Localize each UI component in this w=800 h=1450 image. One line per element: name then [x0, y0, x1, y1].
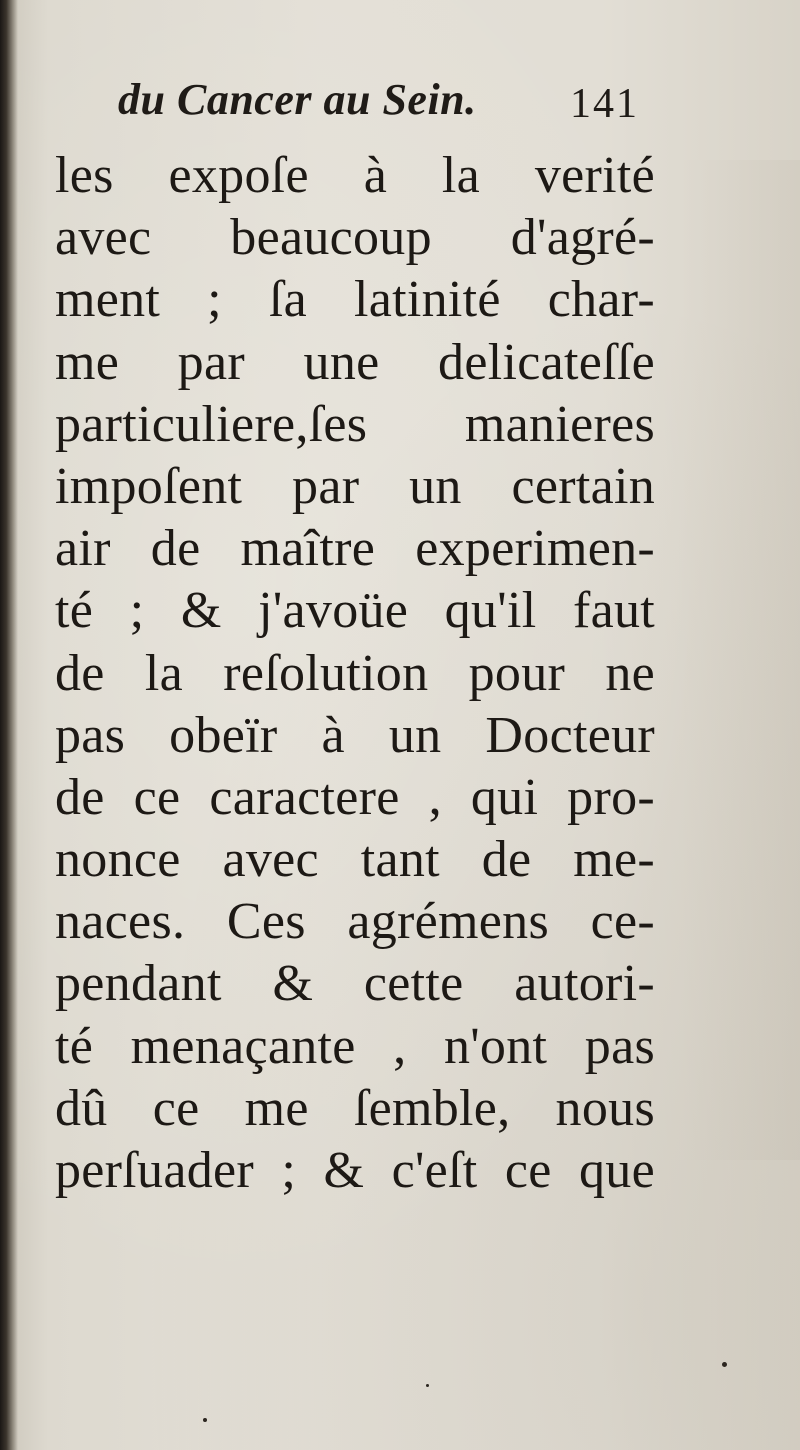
text-line: les expoſe à la verité [55, 147, 655, 204]
text-line: dû ce me ſemble, nous [55, 1079, 655, 1137]
text-line: ment ; ſa latinité char- [55, 271, 655, 329]
ink-speck [426, 1384, 429, 1387]
running-title: du Cancer au Sein. [118, 75, 477, 124]
text-line: perſuader ; & c'eſt ce que [55, 1142, 655, 1199]
text-line: nonce avec tant de me- [55, 831, 655, 889]
text-line: pendant & cette autori- [55, 955, 655, 1013]
text-line: impoſent par un certain [55, 457, 655, 515]
text-line: avec beaucoup d'agré- [55, 209, 655, 267]
binding-gutter [0, 0, 18, 1450]
text-line: me par une delicateſſe [55, 333, 655, 391]
ink-speck [203, 1418, 207, 1422]
running-header [118, 70, 678, 140]
body-text [55, 145, 655, 1202]
text-line: particuliere,ſes manieres [55, 395, 655, 453]
text-line: de ce caractere , qui pro- [55, 768, 655, 826]
text-line: pas obeïr à un Docteur [55, 706, 655, 764]
text-line: de la reſolution pour ne [55, 644, 655, 702]
page-shadow [680, 160, 800, 1160]
text-line: té menaçante , n'ont pas [55, 1017, 655, 1075]
ink-speck [722, 1362, 727, 1367]
text-line: naces. Ces agrémens ce- [55, 893, 655, 951]
text-line: té ; & j'avoüe qu'il faut [55, 582, 655, 640]
page-number: 141 [570, 81, 639, 127]
text-line: air de maître experimen- [55, 520, 655, 578]
